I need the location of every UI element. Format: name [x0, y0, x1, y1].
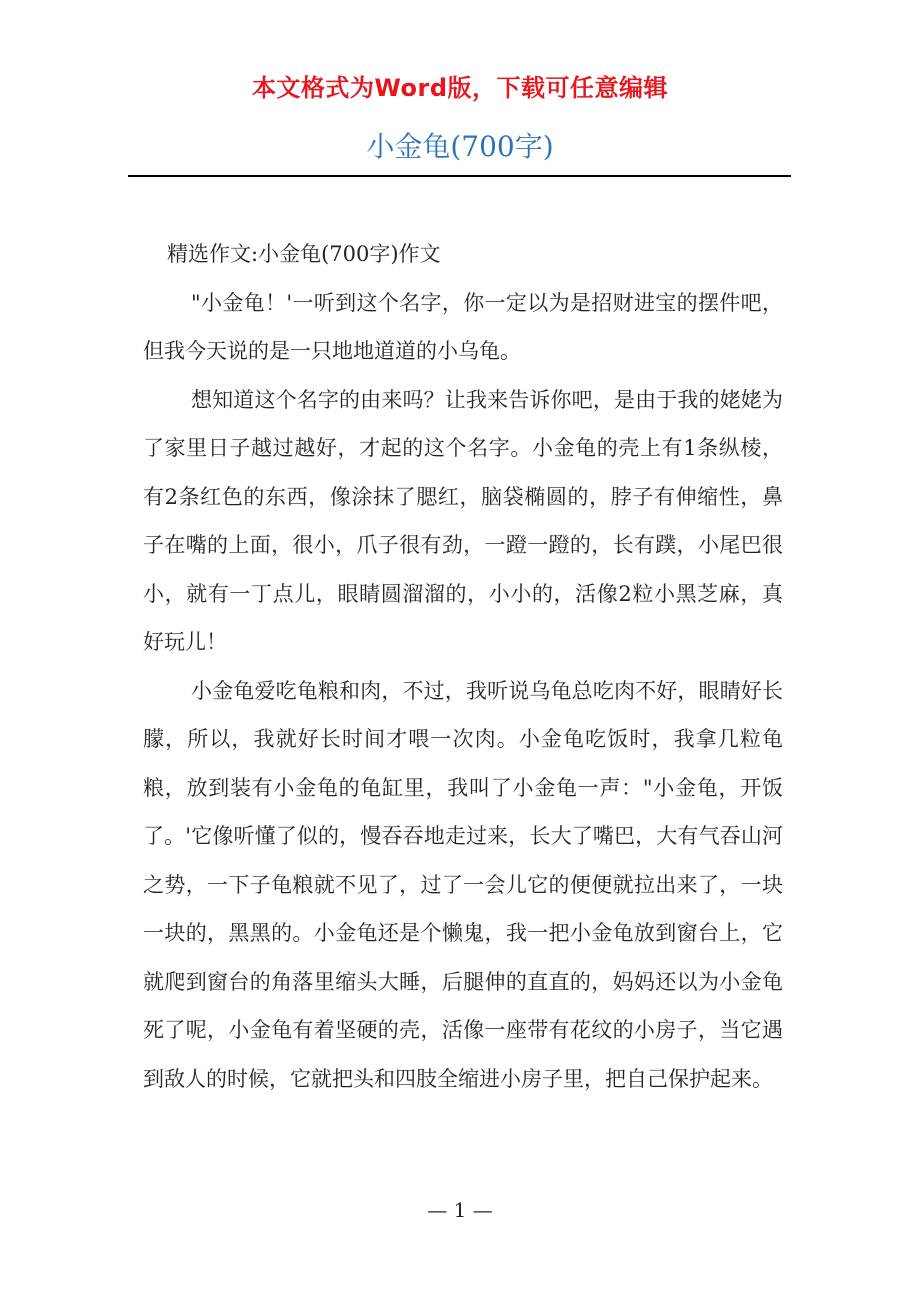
paragraph: 想知道这个名字的由来吗？让我来告诉你吧，是由于我的姥姥为了家里日子越过越好，才起的这个名字。小金龟的壳上有1条纵棱，有2条红色的东西，像涂抹了腮红，脑袋椭圆的，脖子有伸缩性，鼻子在嘴的上面，很小，爪子很有劲，一蹬一蹬的，长有蹼，小尾巴很小，就有一丁点儿，眼睛圆溜溜的，小小的，活像2粒小黑芝麻，真好玩儿！ — [143, 387, 783, 654]
article-subtitle: 精选作文:小金龟(700字)作文 — [167, 242, 441, 266]
article-body — [143, 230, 783, 1103]
paragraph: 小金龟爱吃龟粮和肉，不过，我听说乌龟总吃肉不好，眼睛好长朦，所以，我就好长时间才喂一次肉。小金龟吃饭时，我拿几粒龟粮，放到装有小金龟的龟缸里，我叫了小金龟一声："小金龟，开饭了。'它像听懂了似的，慢吞吞地走过来，长大了嘴巴，大有气吞山河之势，一下子龟粮就不见了，过了一会儿它的便便就拉出来了，一块一块的，黑黑的。小金龟还是个懒鬼，我一把小金龟放到窗台上，它就爬到窗台的角落里缩头大睡，后腿伸的直直的，妈妈还以为小金龟死了呢，小金龟有着坚硬的壳，活像一座带有花纹的小房子，当它遇到敌人的时候，它就把头和四肢全缩进小房子里，把自己保护起来。 — [143, 678, 783, 1091]
title-divider — [128, 175, 791, 177]
page-number: — 1 — — [427, 1198, 493, 1222]
paragraph: "小金龟！'一听到这个名字，你一定以为是招财进宝的摆件吧，但我今天说的是一只地地道道的小乌龟。 — [143, 290, 783, 363]
format-banner: 本文格式为Word版，下载可任意编辑 — [251, 74, 669, 102]
page-title: 小金龟(700字) — [366, 130, 554, 163]
